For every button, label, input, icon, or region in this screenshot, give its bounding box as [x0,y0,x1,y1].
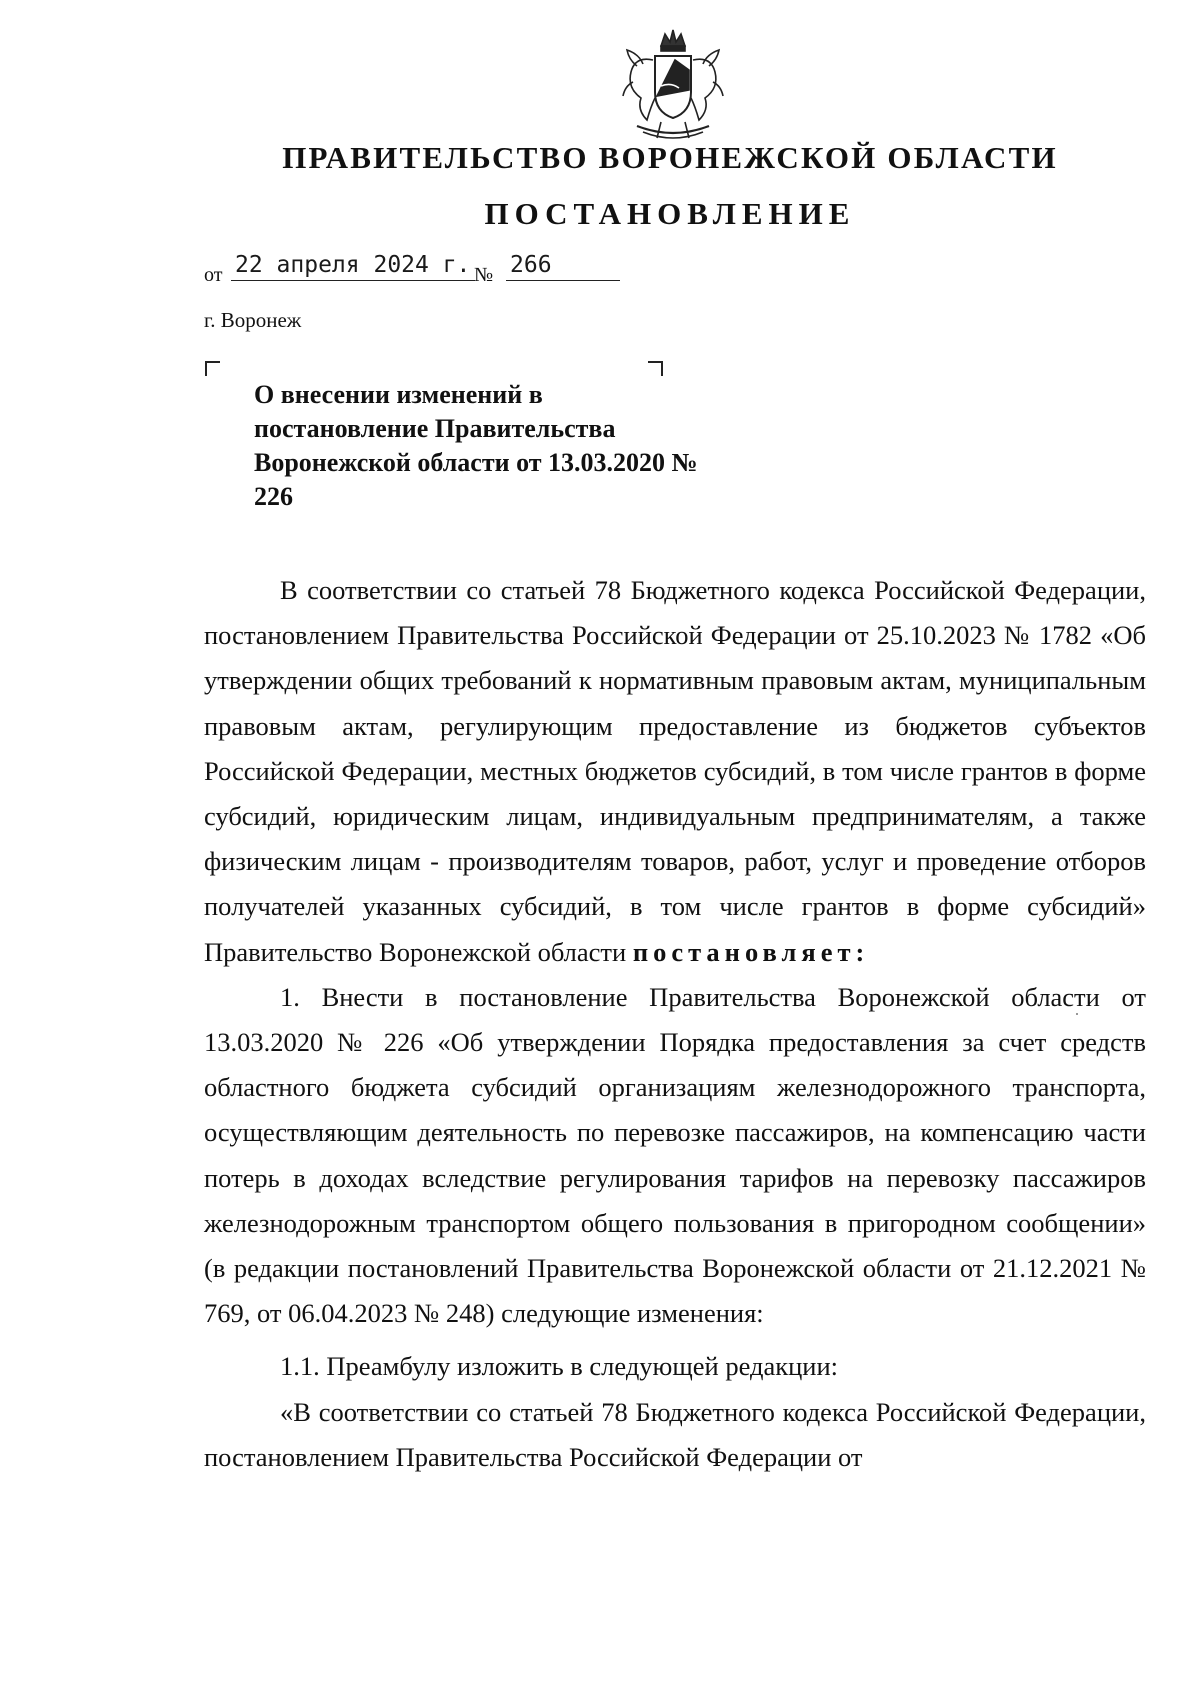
body-paragraph [204,568,1146,975]
body-paragraph: «В соответствии со статьей 78 Бюджетного кодекса Российской Федерации, постановлением Правительства Российской Федерации от [204,1396,1146,1472]
number-sign: № [474,264,494,286]
document-date: 22 апреля 2024 г. [231,252,475,281]
document-body [204,568,1146,1480]
body-paragraph: 1.1. Преамбулу изложить в следующей редакции: [280,1351,839,1382]
date-prefix: от [204,264,223,286]
document-subject: О внесении изменений в постановление Правительства Воронежской области от 13.03.2020 № 226 [254,380,698,511]
document-type: ПОСТАНОВЛЕНИЕ [484,196,856,231]
corner-bracket-left [205,361,220,376]
city: г. Воронеж [204,308,302,332]
date-number-line [204,252,664,288]
document-number: 266 [506,252,620,281]
body-paragraph: 1. Внести в постановление Правительства Воронежской области от 13.03.2020 № 226 «Об утверждении Порядка предоставления за счет средств областного бюджета субсидий организациям железнодорожного транспорта, осуществляющим деятельность по перевозке пассажиров, на компенсацию части потерь в доходах вследствие регулирования тарифов на перевозку пассажиров железнодорожным транспортом общего пользования в пригородном сообщении» (в редакции постановлений Правительства Воронежской области от 21.12.2021 № 769, от 06.04.2023 № 248) следующие изменения: [204,981,1146,1329]
voronezh-coat-of-arms-icon [617,26,729,146]
decree-word: постановляет: [632,936,870,967]
government-title: ПРАВИТЕЛЬСТВО ВОРОНЕЖСКОЙ ОБЛАСТИ [282,140,1058,175]
corner-bracket-right [648,361,663,376]
preamble-text: В соответствии со статьей 78 Бюджетного кодекса Российской Федерации, постановлением Правительства Российской Федерации от 25.10.2023 № 1782 «Об утверждении общих требований к нормативным правовым актам, муниципальным правовым актам, регулирующим предоставление из бюджетов субъектов Российской Федерации, местных бюджетов субсидий, в том числе грантов в форме субсидий, юридическим лицам, индивидуальным предпринимателям, а также физическим лицам - производителям товаров, работ, услуг и проведение отборов получателей указанных субсидий, в том числе грантов в форме субсидий» Правительство Воронежской области [204,575,1146,967]
scan-speck [1076,1013,1078,1015]
